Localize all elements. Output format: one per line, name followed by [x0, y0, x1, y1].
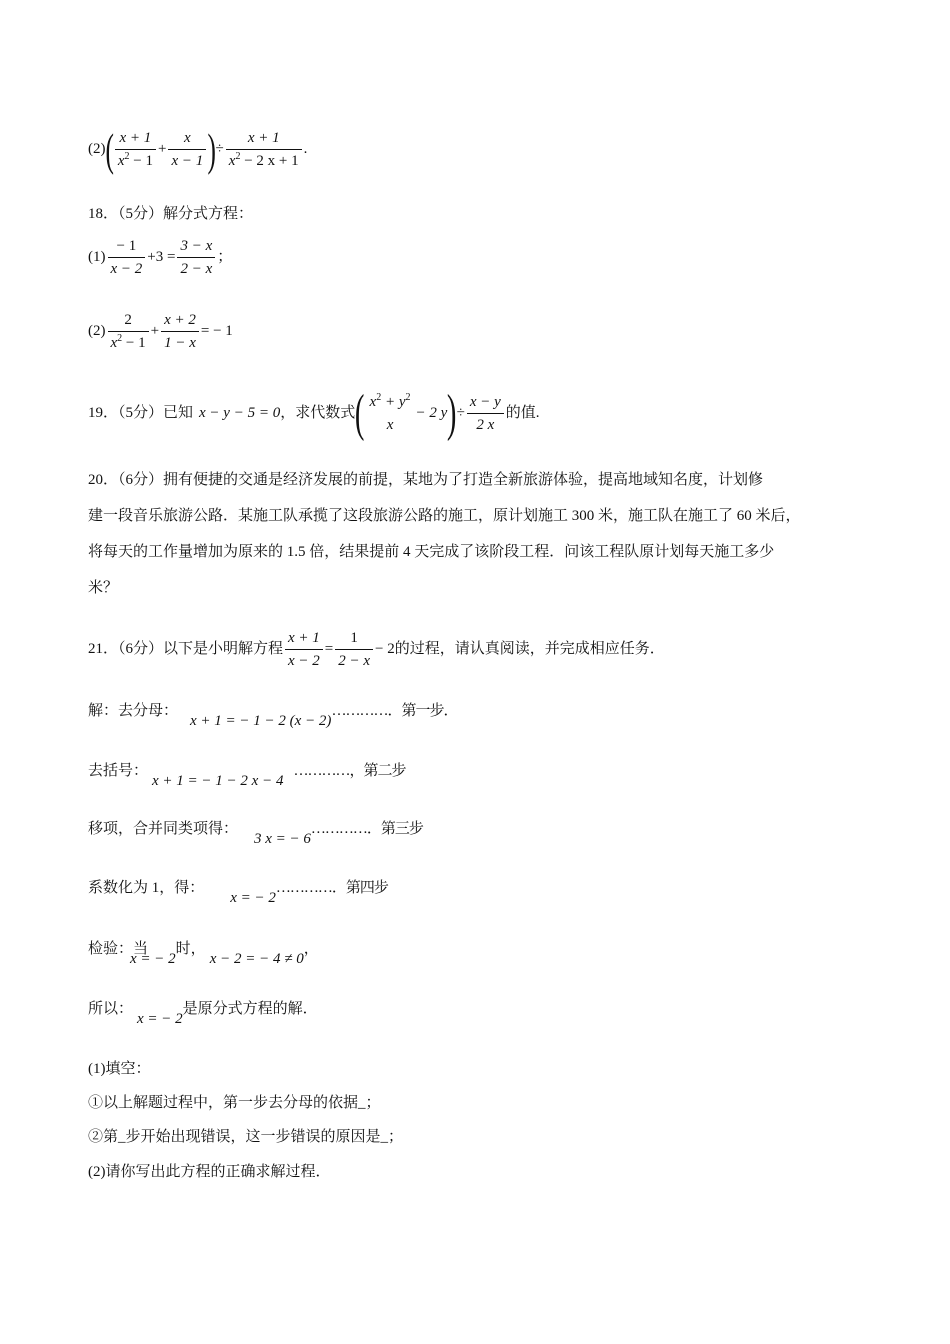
problem18-part2 — [88, 310, 233, 353]
step3-tail: …………．第三步 — [310, 821, 423, 837]
step4-math: x = − 2 — [230, 890, 276, 906]
step1-math: x + 1 = − 1 − 2 (x − 2) — [190, 713, 332, 729]
question1a: ①以上解题过程中，第一步去分母的依据_； — [88, 1095, 381, 1111]
conclusion — [88, 998, 318, 1027]
part-label: (1) — [88, 248, 106, 265]
problem19 — [88, 384, 540, 442]
fraction-2: $\frac{x - y}{2 x}$ — [467, 392, 504, 435]
equation-rhs: = − 1 — [200, 322, 233, 339]
check-end: ， — [303, 941, 319, 957]
check-math1: x = − 2 — [130, 951, 176, 967]
check-step — [88, 938, 319, 967]
plus-sign: + — [157, 140, 167, 157]
fraction-2: $\frac{1}{2 - x}$ — [335, 628, 373, 671]
right-paren: ) — [207, 123, 217, 175]
so-math: x = − 2 — [137, 1011, 183, 1027]
step3-math: 3 x = − 6 — [254, 831, 311, 847]
problem20-line2: 建一段音乐旅游公路．某施工队承揽了这段旅游公路的施工，原计划施工 300 米，施工队在施工了 60 米后， — [88, 508, 801, 524]
equation-middle: +3 = — [147, 248, 176, 265]
step3 — [88, 818, 423, 847]
step2-math: x + 1 = − 1 − 2 x − 4 — [152, 773, 284, 789]
given-equation: x − y − 5 = 0 — [199, 404, 281, 421]
check-label: 检验：当 — [88, 941, 149, 957]
fraction-1: $x^2 + y^2$ x — [369, 392, 411, 433]
question2: (2)请你写出此方程的正确求解过程． — [88, 1164, 331, 1180]
minus-two: − 2 — [375, 640, 395, 657]
left-paren: ( — [355, 384, 365, 442]
problem20 — [88, 462, 878, 606]
step1-tail: …………．第一步． — [331, 703, 458, 719]
step1-label: 解：去分母： — [88, 703, 179, 719]
question1b: ②第_步开始出现错误，这一步错误的原因是_； — [88, 1129, 404, 1145]
part-label: (2) — [88, 322, 106, 339]
problem17-part2 — [88, 123, 308, 175]
step2 — [88, 760, 406, 789]
so-label: 所以： — [88, 1001, 134, 1017]
fraction-term3: $\frac{x + 1}{x^2 - 2 x + 1}$ — [226, 128, 302, 171]
problem20-line1: 20．（6分）拥有便捷的交通是经济发展的前提，某地为了打造全新旅游体验，提高地域知名度，计划修 — [88, 472, 764, 488]
so-tail: 是原分式方程的解． — [182, 1001, 318, 1017]
minus-term: − 2 y — [415, 404, 448, 421]
fraction-1: $\frac{x + 1}{x - 2}$ — [285, 628, 323, 671]
divide-sign: ÷ — [215, 140, 224, 157]
step3-label: 移项，合并同类项得： — [88, 821, 239, 837]
question1-heading: (1)填空： — [88, 1061, 151, 1077]
divide-sign: ÷ — [456, 404, 465, 421]
step2-label: 去括号： — [88, 763, 149, 779]
plus-sign: + — [150, 322, 160, 339]
fraction-term1: $\frac{x + 1}{x^2 - 1}$ — [115, 128, 156, 171]
problem21-suffix: 的过程，请认真阅读，并完成相应任务． — [394, 640, 665, 657]
check-mid: 时， — [175, 941, 206, 957]
problem18-part1 — [88, 236, 232, 279]
semicolon: ； — [217, 248, 233, 265]
equals-sign: = — [324, 640, 334, 657]
left-paren: ( — [104, 123, 114, 175]
problem21-prefix: 21．（6分）以下是小明解方程 — [88, 640, 284, 657]
problem21-statement — [88, 628, 665, 671]
fraction-1: $\frac{2}{x^2 - 1}$ — [108, 310, 149, 353]
right-paren: ) — [447, 384, 457, 442]
fraction-1: $\frac{- 1}{x - 2}$ — [108, 236, 146, 279]
step1 — [88, 700, 458, 729]
check-math2: x − 2 = − 4 ≠ 0 — [209, 951, 304, 967]
problem19-mid: ，求代数式 — [280, 404, 356, 421]
problem19-prefix: 19．（5分）已知 — [88, 404, 194, 421]
part-label: (2) — [88, 140, 106, 157]
step2-tail: …………，第二步 — [293, 763, 406, 779]
step4-tail: …………．第四步 — [275, 880, 388, 896]
problem19-suffix: 的值. — [505, 404, 540, 421]
problem20-line4: 米？ — [88, 580, 119, 596]
problem20-line3: 将每天的工作量增加为原来的 1.5 倍，结果提前 4 天完成了该阶段工程．问该工程队原计划每天施工多少 — [88, 544, 775, 560]
period: . — [303, 140, 308, 157]
fraction-2: $\frac{x + 2}{1 - x}$ — [161, 310, 199, 353]
step4 — [88, 877, 388, 906]
fraction-term2: $\frac{x}{x - 1}$ — [168, 128, 206, 171]
step4-label: 系数化为 1，得： — [88, 880, 205, 896]
fraction-2: $\frac{3 - x}{2 - x}$ — [177, 236, 215, 279]
problem18-heading: 18．（5分）解分式方程： — [88, 206, 254, 222]
